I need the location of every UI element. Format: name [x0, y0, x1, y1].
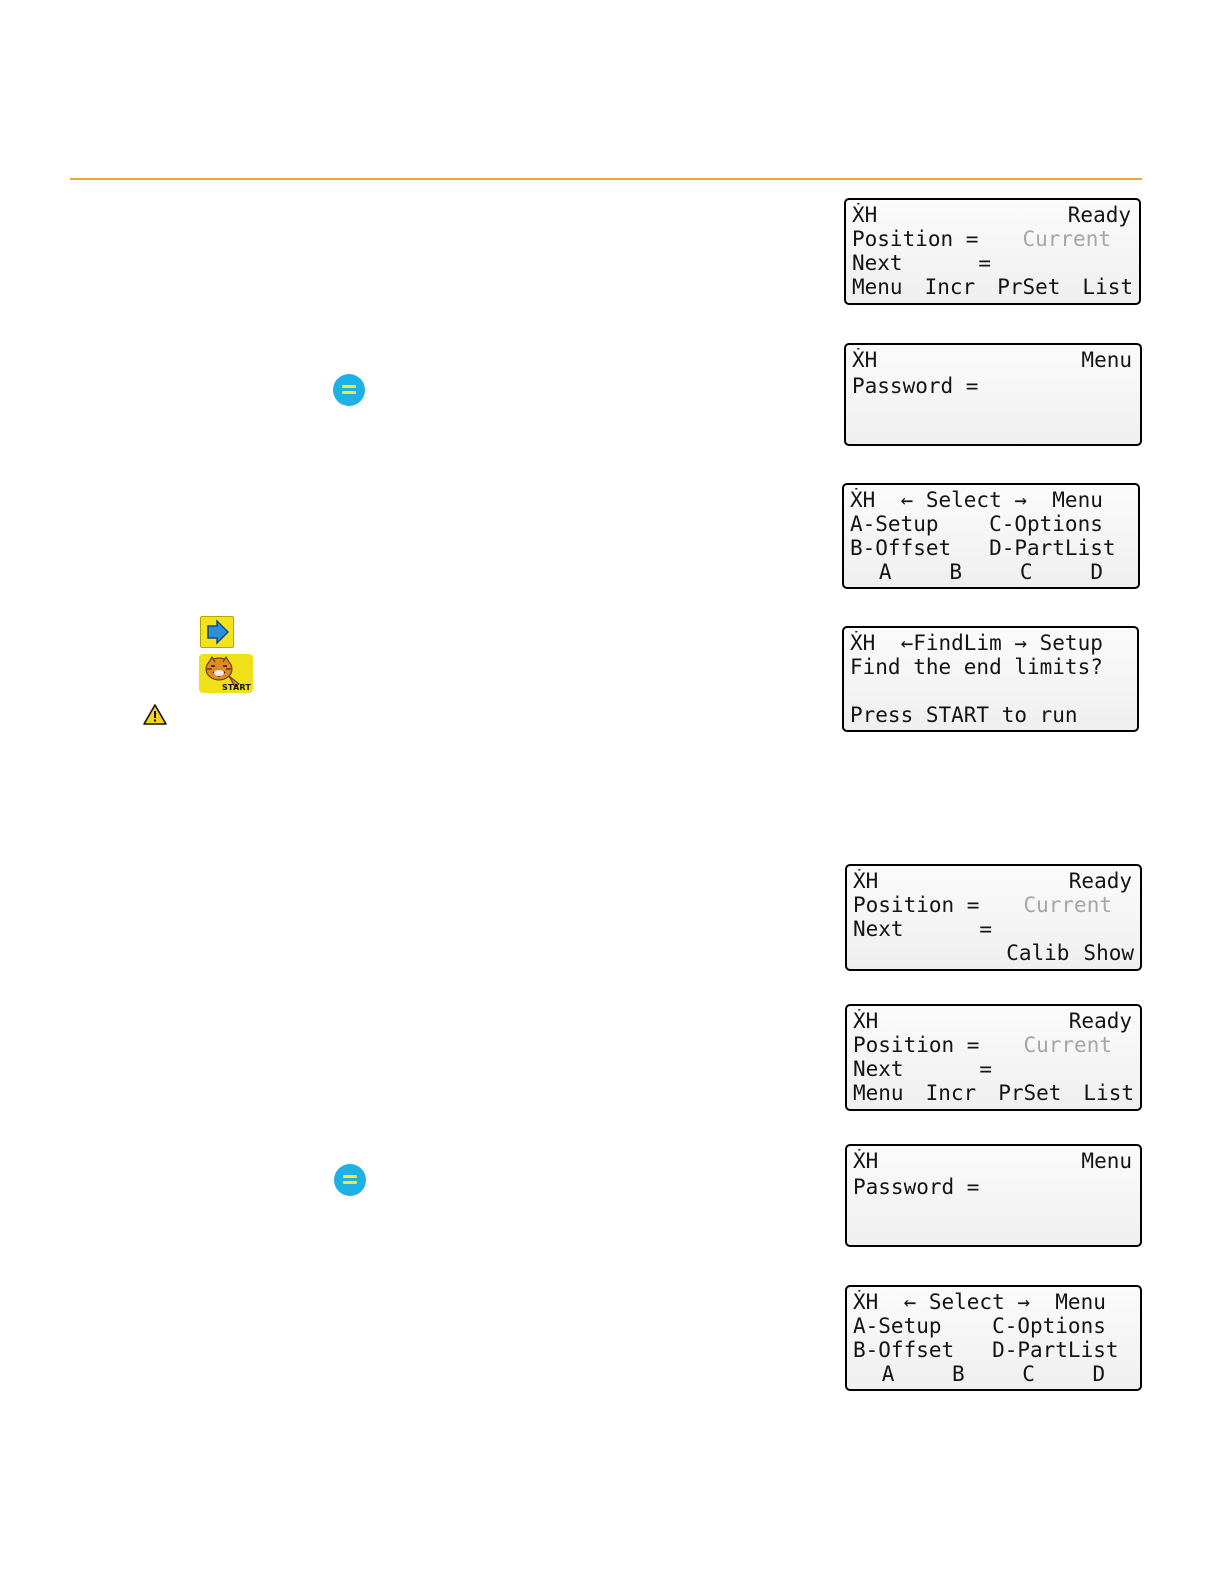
lcd-position-line: Position = Current — [853, 1033, 1112, 1057]
lcd-status-line: ẊH ←FindLim → Setup — [850, 631, 1103, 655]
lcd-menu-line-2: B-Offset D-PartList — [850, 536, 1116, 560]
softkey-list[interactable]: List — [1083, 1081, 1134, 1105]
lcd-password-screen-2 — [845, 1144, 1142, 1247]
lcd-menu-line-2: B-Offset D-PartList — [853, 1338, 1119, 1362]
softkey-d[interactable]: D — [1092, 1362, 1106, 1386]
lcd-next-line: Next = — [853, 917, 993, 941]
section-divider — [70, 178, 1142, 180]
lcd-next-line: Next = — [853, 1057, 993, 1081]
softkey-menu[interactable]: Menu — [853, 1081, 904, 1105]
lcd-status-line: ẊH ← Select → Menu — [850, 488, 1103, 512]
lcd-menu-line-1: A-Setup C-Options — [853, 1314, 1106, 1338]
lcd-ready-screen-2 — [845, 1004, 1142, 1111]
lcd-softkey-line — [853, 1081, 1134, 1105]
lcd-select-menu-screen-2 — [845, 1285, 1142, 1391]
next-arrow-button-icon[interactable] — [200, 616, 234, 648]
softkey-a[interactable]: A — [881, 1362, 895, 1386]
softkey-c[interactable]: C — [1022, 1362, 1035, 1386]
equals-button-icon[interactable] — [334, 1164, 366, 1196]
lcd-select-menu-screen — [842, 483, 1140, 589]
softkey-c[interactable]: C — [1019, 560, 1033, 584]
softkey-a[interactable]: A — [878, 560, 892, 584]
lcd-findlim-screen — [842, 626, 1139, 732]
lcd-softkey-line — [853, 1362, 1134, 1386]
lcd-instruction-line: Press START to run — [850, 703, 1078, 727]
softkey-d[interactable]: D — [1090, 560, 1104, 584]
lcd-status-line: ẊH Ready — [853, 1009, 1132, 1033]
softkey-prset[interactable]: PrSet — [998, 1081, 1062, 1105]
lcd-status-line: ẊH Menu — [853, 1149, 1132, 1173]
softkey-incr[interactable]: Incr — [925, 1081, 977, 1105]
softkey-menu[interactable]: Menu — [852, 275, 903, 299]
lcd-position-line: Position = Current — [853, 893, 1112, 917]
lcd-softkey-line — [853, 941, 1134, 965]
lcd-password-line: Password = — [852, 374, 979, 398]
lcd-prompt-line: Find the end limits? — [850, 655, 1103, 679]
start-button-label: START — [221, 683, 251, 692]
lcd-softkey-line — [850, 560, 1132, 584]
softkey-b[interactable]: B — [949, 560, 963, 584]
lcd-status-line: ẊH Ready — [852, 203, 1131, 227]
lcd-position-line: Position = Current — [852, 227, 1111, 251]
lcd-status-line: ẊH ← Select → Menu — [853, 1290, 1106, 1314]
lcd-softkey-line — [852, 275, 1133, 299]
softkey-b[interactable]: B — [952, 1362, 965, 1386]
lcd-status-line: ẊH Menu — [852, 348, 1132, 372]
lcd-password-line: Password = — [853, 1175, 980, 1199]
softkey-incr[interactable]: Incr — [924, 275, 976, 299]
lcd-blank-line — [850, 679, 1131, 703]
tiger-start-button-icon[interactable] — [199, 654, 253, 693]
softkey-calib[interactable]: Calib — [1006, 941, 1070, 965]
lcd-ready-calib-screen — [845, 864, 1142, 971]
equals-button-icon[interactable] — [333, 374, 365, 406]
softkey-show[interactable]: Show — [1083, 941, 1134, 965]
softkey-list[interactable]: List — [1082, 275, 1133, 299]
warning-triangle-icon — [143, 703, 167, 725]
lcd-password-screen — [844, 343, 1142, 446]
softkey-prset[interactable]: PrSet — [997, 275, 1061, 299]
lcd-ready-screen — [844, 198, 1141, 305]
lcd-menu-line-1: A-Setup C-Options — [850, 512, 1103, 536]
lcd-status-line: ẊH Ready — [853, 869, 1132, 893]
lcd-next-line: Next = — [852, 251, 992, 275]
